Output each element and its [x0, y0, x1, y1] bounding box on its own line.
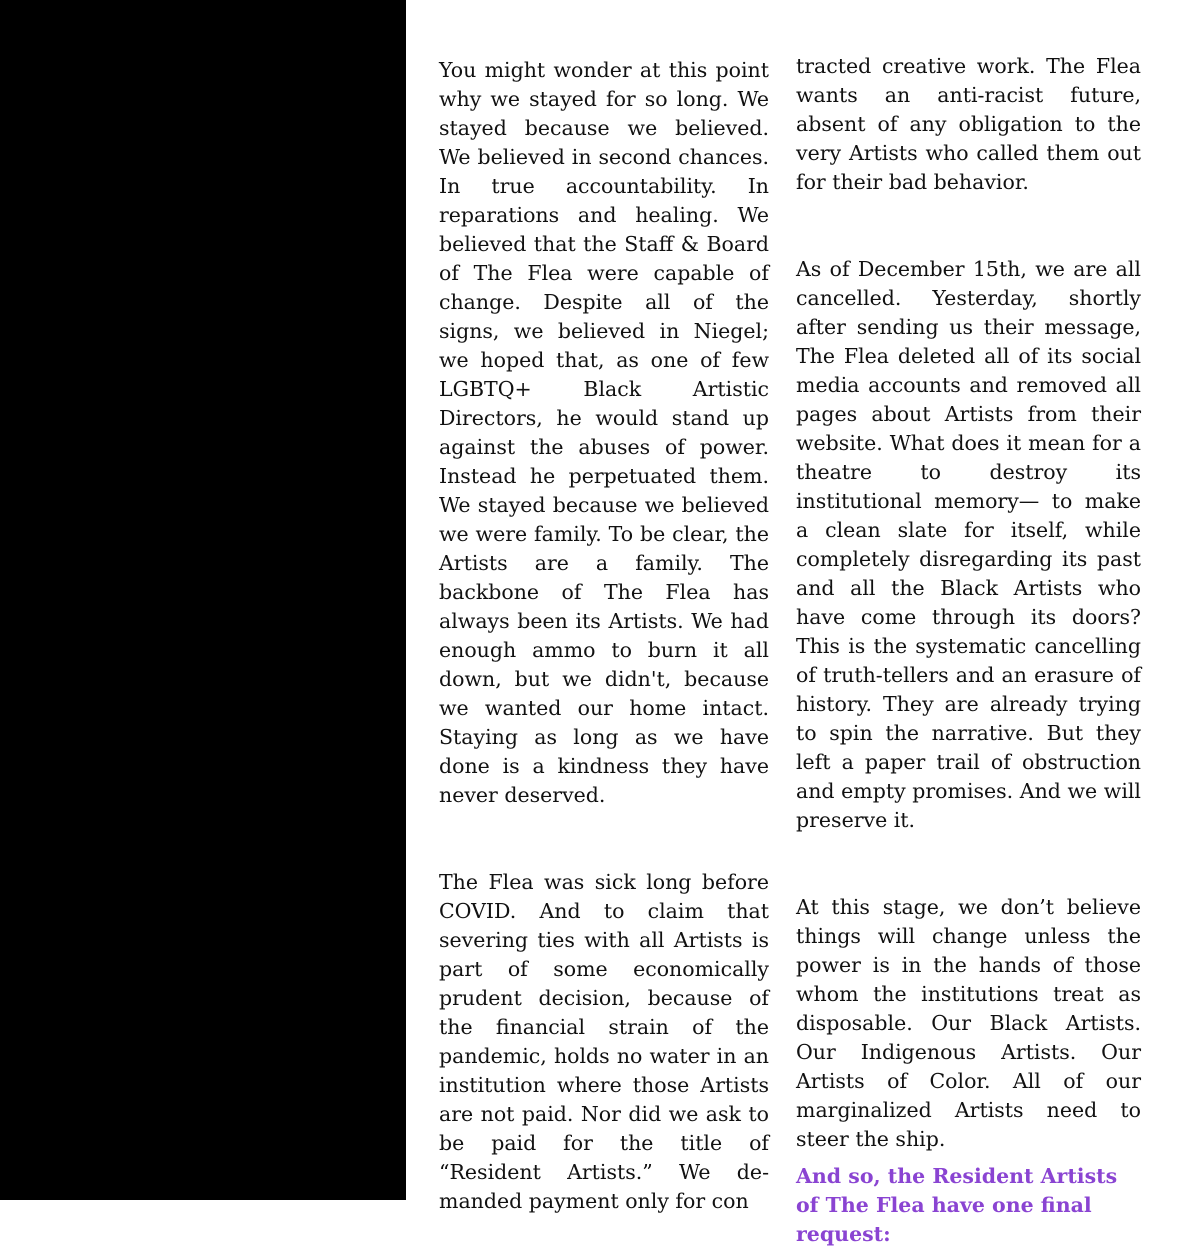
- left-text-column: [439, 56, 769, 1216]
- paragraph-this-stage: At this stage, we don’t believe things will change unless the power is in the hands of those whom the institutions treat as disposable. Our Black Artists. Our Indigenous Artists. Our Artists of Color. All of our marginalized Artists need to steer the ship.: [796, 895, 1141, 1151]
- final-request-heading: And so, the Resident Artists of The Flea have one final request:: [796, 1164, 1118, 1246]
- right-text-column: [796, 52, 1141, 1249]
- paragraph-why-we-stayed: You might wonder at this point why we stayed for so long. We stayed because we believed. We believed in second chances. In true accountability. In reparations and healing. We believed that the Staff & Board of The Flea were capable of change. Despite all of the signs, we believed in Niegel; we hoped that, as one of few LGBTQ+ Black Artistic Directors, he would stand up against the abuses of power. Instead he perpetuated them. We stayed because we believed we were family. To be clear, the Artists are a family. The backbone of The Flea has always been its Artists. We had enough ammo to burn it all down, but we didn't, because we wanted our home intact. Staying as long as we have done is a kindness they have never deserved.: [439, 58, 769, 807]
- black-side-panel: [0, 0, 406, 1200]
- paragraph-all-cancelled: As of December 15th, we are all cancelled. Yesterday, shortly after sending us their message, The Flea deleted all of its social media accounts and removed all pages about Artists from their website. What does it mean for a theatre to destroy its institutional memory— to make a clean slate for itself, while completely disregarding its past and all the Black Artists who have come through its doors? This is the systematic cancelling of truth-tellers and an erasure of history. They are already trying to spin the narrative. But they left a paper trail of obstruction and empty promises. And we will preserve it.: [796, 257, 1141, 832]
- paragraph-sick-before-covid: The Flea was sick long before COVID. And to claim that severing ties with all Artists is part of some economically prudent decision, because of the financial strain of the pandemic, holds no water in an institution where those Artists are not paid. Nor did we ask to be paid for the title of “Resident Artists.” We demanded payment only for con: [439, 870, 769, 1213]
- paragraph-contracted-work: tracted creative work. The Flea wants an anti-racist future, absent of any obligation to the very Artists who called them out for their bad behavior.: [796, 54, 1141, 194]
